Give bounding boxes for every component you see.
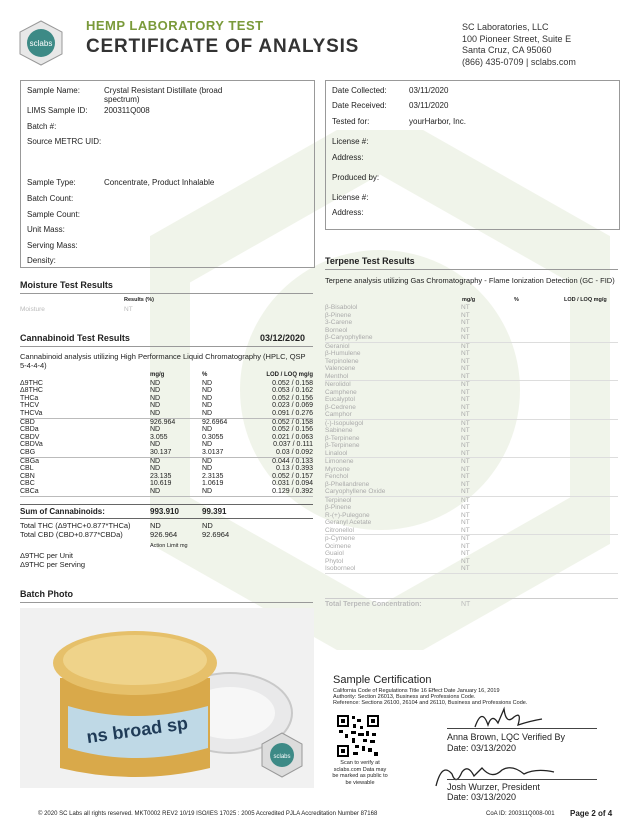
terpene-row (325, 427, 618, 435)
terpene-cell-v: NT (461, 388, 470, 396)
cannabinoid-cell-name: Δ9THC (20, 379, 43, 387)
cannabinoid-header-row (20, 372, 313, 380)
terpene-row (325, 488, 618, 496)
cannabinoid-cell-pct: 0.3055 (202, 433, 224, 441)
terpene-cell-v: NT (461, 473, 470, 480)
col-pct-header: % (202, 372, 208, 378)
terp-total-value: NT (461, 601, 471, 608)
terpene-cell-v: NT (461, 326, 470, 334)
cannabinoid-row (20, 395, 313, 403)
terpene-row (325, 512, 618, 520)
cannabinoid-cell-name: CBDV (20, 433, 40, 441)
terpene-cell-v: NT (461, 542, 470, 550)
terpene-rule (325, 269, 618, 270)
terpene-cell-v: NT (461, 519, 470, 526)
cannabinoid-cell-name: CBL (20, 465, 34, 473)
cannabinoid-cell-pct: 1.0619 (202, 480, 224, 488)
cannabinoid-row (20, 426, 313, 434)
terpene-cell-v: NT (461, 550, 470, 557)
cannabinoid-cell-pct: ND (202, 402, 213, 410)
action-limit: Action Limit mg (150, 543, 188, 549)
signer1: Anna Brown, LQC Verified By (447, 732, 566, 742)
cannabinoid-cell-mg: 30.137 (150, 448, 172, 456)
terpene-cell-name: R-(+)-Pulegone (325, 511, 370, 519)
cannabinoid-cell-lod: 0.052 / 0.158 (272, 418, 313, 426)
terpene-row (325, 350, 618, 358)
terpene-row (325, 365, 618, 373)
terpene-cell-name: β-Pinene (325, 311, 352, 319)
cannabinoid-cell-name: CBDa (20, 426, 39, 434)
serving-mass-label: Serving Mass: (27, 241, 78, 250)
cannabinoid-cell-lod: 0.129 / 0.392 (272, 487, 313, 495)
terpene-row (325, 481, 618, 489)
cannabinoid-cell-name: CBCa (20, 487, 39, 495)
cannabinoid-row (20, 434, 313, 442)
cannabinoid-row (20, 488, 313, 496)
cannabinoid-cell-name: Δ8THC (20, 387, 43, 395)
terpene-cell-name: Nerolidol (325, 381, 351, 388)
contact: (866) 435-0709 | sclabs.com (462, 56, 576, 67)
terpene-cell-name: Terpinolene (325, 357, 359, 365)
cannabinoid-cell-mg: ND (150, 487, 161, 495)
moisture-title: Moisture Test Results (20, 280, 113, 290)
terpene-row (325, 411, 618, 419)
cannabinoid-cell-mg: ND (150, 441, 161, 449)
terpene-cell-v: NT (461, 381, 470, 388)
col-lod-header: LOD / LOQ mg/g (266, 372, 313, 378)
sig-line-1 (447, 728, 597, 729)
terpene-cell-v: NT (461, 403, 470, 411)
terpene-cell-name: β-Caryophyllene (325, 334, 373, 341)
terpene-row (325, 558, 618, 566)
cannabinoid-cell-mg: 23.135 (150, 472, 172, 480)
total-thc-label: Total THC (Δ9THC+0.877*THCa) (20, 521, 131, 530)
batch-photo-title: Batch Photo (20, 589, 73, 599)
terpene-cell-v: NT (461, 419, 470, 427)
terpene-cell-name: Limonene (325, 458, 354, 465)
sample-name-label: Sample Name: (27, 86, 80, 95)
date1: Date: 03/13/2020 (447, 743, 517, 753)
terpene-cell-v: NT (461, 488, 470, 495)
terpene-row (325, 358, 618, 366)
terpene-cell-name: Camphor (325, 411, 352, 418)
terpene-cell-v: NT (461, 504, 470, 511)
cannabinoid-cell-pct: 3.0137 (202, 448, 224, 456)
terpene-cell-v: NT (461, 458, 470, 465)
terpene-row (325, 312, 618, 320)
cannabinoid-title: Cannabinoid Test Results (20, 333, 130, 343)
density-label: Density: (27, 256, 56, 265)
cannabinoid-cell-lod: 0.037 / 0.111 (273, 441, 313, 449)
terpene-cell-name: Isoborneol (325, 565, 356, 572)
terp-total-rule (325, 598, 618, 599)
cannabinoid-cell-pct: 92.6964 (202, 418, 228, 426)
sample-type-value: Concentrate, Product Inhalable (104, 178, 215, 187)
terpene-row (325, 466, 618, 474)
cannabinoid-cell-lod: 0.13 / 0.393 (276, 465, 313, 473)
terpene-title: Terpene Test Results (325, 256, 415, 266)
terpene-cell-name: Terpineol (325, 496, 352, 504)
moisture-row-value: NT (124, 306, 133, 313)
terpene-cell-v: NT (461, 411, 470, 418)
sample-count-label: Sample Count: (27, 210, 80, 219)
cannabinoid-cell-name: THCV (20, 402, 40, 410)
cannabinoid-cell-pct: ND (202, 394, 213, 402)
cannabinoid-cell-pct: ND (202, 387, 213, 395)
terpene-row (325, 535, 618, 543)
cannabinoid-cell-mg: ND (150, 457, 161, 465)
terpene-cell-v: NT (461, 465, 470, 473)
cannabinoid-cell-pct: ND (202, 409, 213, 417)
terpene-cell-v: NT (461, 372, 470, 380)
cannabinoid-cell-lod: 0.021 / 0.063 (272, 433, 313, 441)
terpene-cell-name: β-Terpinene (325, 442, 360, 449)
cannabinoid-cell-mg: ND (150, 409, 161, 417)
per-serving: Δ9THC per Serving (20, 560, 86, 569)
per-unit: Δ9THC per Unit (20, 551, 73, 560)
cannabinoid-cell-pct: ND (202, 465, 213, 473)
terpene-row (325, 419, 618, 427)
terpene-cell-v: NT (461, 334, 470, 341)
cannabinoid-row (20, 441, 313, 449)
terpene-cell-name: Geraniol (325, 342, 350, 350)
terpene-row (325, 565, 618, 573)
city: Santa Cruz, CA 95060 (462, 45, 552, 55)
cannabinoid-row (20, 473, 313, 481)
cannabinoid-cell-name: CBDVa (20, 441, 43, 449)
jar-label-text: ns broad sp (85, 713, 190, 748)
terp-total-label: Total Terpene Concentration: (325, 601, 422, 608)
license2-label: License #: (332, 193, 369, 202)
terpene-row (325, 381, 618, 389)
collected-label: Date Collected: (332, 86, 387, 95)
cannabinoid-cell-pct: ND (202, 426, 213, 434)
cannabinoid-cell-lod: 0.052 / 0.156 (272, 426, 313, 434)
terpene-cell-v: NT (461, 557, 470, 565)
footer-coa: CoA ID: 200311Q008-001 (486, 811, 555, 817)
cannabinoid-row (20, 402, 313, 410)
cannabinoid-cell-mg: 3.055 (150, 433, 168, 441)
terpene-table (325, 304, 618, 574)
cannabinoid-cell-lod: 0.023 / 0.069 (272, 402, 313, 410)
terp-col-pct: % (514, 297, 519, 303)
received-value: 03/11/2020 (409, 101, 449, 110)
cannabinoid-cell-lod: 0.091 / 0.276 (272, 409, 313, 417)
lab-address (462, 22, 576, 68)
total-cbd-mg: 926.964 (150, 530, 178, 539)
cannabinoid-row (20, 457, 313, 465)
cannabinoid-row (20, 387, 313, 395)
terpene-row (325, 396, 618, 404)
cannabinoid-table (20, 372, 313, 497)
terpene-row (325, 319, 618, 327)
street: 100 Pioneer Street, Suite E (462, 33, 572, 44)
terpene-cell-v: NT (461, 496, 470, 504)
batch-label: Batch #: (27, 122, 57, 131)
cannabinoid-cell-pct: ND (202, 487, 213, 495)
cannabinoid-cell-name: THCa (20, 394, 39, 402)
cannabinoid-date: 03/12/2020 (260, 333, 306, 343)
terpene-cell-name: Sabinene (325, 427, 353, 434)
cannabinoid-cell-mg: ND (150, 394, 161, 402)
cannabinoid-cell-lod: 0.052 / 0.158 (272, 379, 313, 387)
cannabinoid-method: Cannabinoid analysis utilizing High Performance Liquid Chromatography (HPLC, QSP 5-4-4-4) (20, 352, 306, 370)
title-line1: HEMP LABORATORY TEST (86, 18, 264, 33)
cannabinoid-cell-name: CBG (20, 448, 36, 456)
tested-for-value: yourHarbor, Inc. (409, 117, 466, 126)
cannabinoid-cell-mg: ND (150, 387, 161, 395)
cannabinoid-cell-lod: 0.044 / 0.133 (272, 457, 313, 465)
cannabinoid-cell-name: THCVa (20, 409, 43, 417)
sig-line-2 (447, 779, 597, 780)
produced-by-label: Produced by: (332, 173, 380, 182)
terpene-cell-v: NT (461, 535, 470, 542)
lims-label: LIMS Sample ID: (27, 106, 88, 115)
cannabinoid-cell-mg: ND (150, 465, 161, 473)
cannabinoid-cell-mg: 926.964 (150, 418, 176, 426)
terpene-cell-name: p-Cymene (325, 535, 355, 542)
cannabinoid-cell-mg: ND (150, 402, 161, 410)
terpene-cell-name: Myrcene (325, 465, 350, 473)
terpene-cell-v: NT (461, 396, 470, 403)
company-name: SC Laboratories, LLC (462, 22, 549, 32)
terpene-row (325, 435, 618, 443)
terpene-cell-v: NT (461, 526, 470, 534)
cannabinoid-cell-mg: ND (150, 426, 161, 434)
sum-rule (20, 504, 313, 505)
terpene-cell-v: NT (461, 449, 470, 457)
terpene-cell-name: Eucalyptol (325, 396, 355, 403)
terpene-row (325, 404, 618, 412)
cannabinoid-cell-lod: 0.052 / 0.157 (272, 472, 313, 480)
cert-title: Sample Certification (333, 674, 432, 686)
terpene-cell-v: NT (461, 319, 470, 326)
sum-rule-bottom (20, 518, 313, 519)
jar-illustration (20, 608, 314, 788)
cannabinoid-row (20, 465, 313, 473)
terpene-cell-name: (-)-Isopulegol (325, 419, 364, 427)
cannabinoid-cell-name: CBN (20, 472, 35, 480)
terpene-cell-v: NT (461, 442, 470, 449)
lims-value: 200311Q008 (104, 106, 150, 115)
terpene-cell-name: 3-Carene (325, 319, 353, 326)
cannabinoid-cell-pct: ND (202, 379, 213, 387)
terpene-cell-name: β-Humulene (325, 350, 361, 357)
signer2: Josh Wurzer, President (447, 782, 540, 792)
metrc-label: Source METRC UID: (27, 137, 102, 146)
terp-col-lod: LOD / LOQ mg/g (564, 297, 607, 303)
terpene-row (325, 496, 618, 504)
terpene-cell-v: NT (461, 350, 470, 357)
cannabinoid-cell-name: CBGa (20, 457, 40, 465)
cannabinoid-rule (20, 346, 313, 347)
terpene-cell-name: Guaiol (325, 550, 344, 557)
terpene-row (325, 550, 618, 558)
cannabinoid-cell-lod: 0.053 / 0.162 (272, 387, 313, 395)
sclabs-logo (18, 20, 64, 66)
moisture-rule (20, 293, 313, 294)
received-label: Date Received: (332, 101, 387, 110)
total-thc-mg: ND (150, 521, 161, 530)
terpene-row (325, 304, 618, 312)
terpene-cell-name: Camphene (325, 388, 357, 396)
terpene-row (325, 527, 618, 535)
license1-label: License #: (332, 137, 369, 146)
terpene-row (325, 450, 618, 458)
cert-line2: Authority: Section 26013, Business and Professions Code. (333, 694, 476, 700)
terpene-cell-name: β-Phellandrene (325, 480, 370, 488)
batch-photo (20, 608, 314, 788)
terpene-cell-name: β-Terpinene (325, 434, 360, 442)
cannabinoid-cell-mg: 10.619 (150, 480, 172, 488)
terpene-row (325, 389, 618, 397)
terpene-cell-name: Menthol (325, 372, 349, 380)
terpene-cell-name: Phytol (325, 557, 344, 565)
moisture-col-header: Results (%) (124, 297, 154, 303)
date2: Date: 03/13/2020 (447, 792, 517, 802)
terpene-cell-name: β-Pinene (325, 504, 352, 511)
sample-name-value: Crystal Resistant Distillate (broad spectrum) (104, 86, 223, 104)
terpene-row (325, 473, 618, 481)
moisture-row-label: Moisture (20, 306, 45, 313)
terpene-method: Terpene analysis utilizing Gas Chromatography - Flame Ionization Detection (GC - FID) (325, 276, 615, 285)
terpene-cell-name: Citronellol (325, 526, 354, 534)
batch-photo-rule (20, 602, 313, 603)
title-line2: CERTIFICATE OF ANALYSIS (86, 36, 360, 57)
total-cbd-label: Total CBD (CBD+0.877*CBDa) (20, 530, 123, 539)
terpene-row (325, 327, 618, 335)
terpene-cell-v: NT (461, 434, 470, 442)
terpene-cell-v: NT (461, 565, 470, 572)
terpene-row (325, 442, 618, 450)
sum-label: Sum of Cannabinoids: (20, 507, 105, 516)
footer-page: Page 2 of 4 (570, 809, 613, 818)
terpene-cell-name: Borneol (325, 326, 348, 334)
total-cbd-pct: 92.6964 (202, 530, 230, 539)
terpene-cell-name: β-Bisabolol (325, 304, 358, 311)
cannabinoid-row (20, 410, 313, 418)
address2-label: Address: (332, 208, 364, 217)
cannabinoid-cell-name: CBC (20, 480, 35, 488)
footer-left: © 2020 SC Labs all rights reserved. MKT0002 REV2 10/19 ISO/IES 17025 : 2005 Accredited PJLA Accreditation Number 87168 (38, 811, 378, 817)
terpene-cell-v: NT (461, 480, 470, 488)
terpene-cell-v: NT (461, 304, 470, 311)
terpene-cell-name: β-Cedrene (325, 403, 356, 411)
terpene-cell-name: Fenchol (325, 473, 349, 480)
cannabinoid-cell-pct: ND (202, 457, 213, 465)
terpene-row (325, 543, 618, 551)
sum-mg: 993.910 (150, 507, 179, 516)
cannabinoid-row (20, 480, 313, 488)
cannabinoid-row (20, 449, 313, 457)
terpene-row (325, 458, 618, 466)
terpene-cell-v: NT (461, 311, 470, 319)
cert-line1: California Code of Regulations Title 16 Effect Date January 16, 2019 (333, 688, 500, 694)
photo-logo-text: sclabs (273, 754, 291, 760)
cannabinoid-cell-pct: 2.3135 (202, 472, 224, 480)
terpene-cell-name: Valencene (325, 365, 356, 372)
sum-pct: 99.391 (202, 507, 227, 516)
terpene-cell-v: NT (461, 365, 470, 372)
address1-label: Address: (332, 153, 364, 162)
cert-line3: Reference: Sections 26100, 26104 and 26110, Business and Professions Code. (333, 700, 528, 706)
cannabinoid-cell-name: CBD (20, 418, 35, 426)
terpene-row (325, 504, 618, 512)
tested-for-label: Tested for: (332, 117, 370, 126)
cannabinoid-row (20, 418, 313, 426)
total-thc-pct: ND (202, 521, 213, 530)
unit-mass-label: Unit Mass: (27, 225, 65, 234)
terpene-row (325, 373, 618, 381)
cannabinoid-cell-lod: 0.052 / 0.156 (272, 394, 313, 402)
terpene-cell-name: Caryophyllene Oxide (325, 488, 386, 495)
terpene-cell-v: NT (461, 511, 470, 519)
cannabinoid-row (20, 380, 313, 388)
cannabinoid-cell-lod: 0.031 / 0.094 (272, 480, 313, 488)
terpene-cell-v: NT (461, 427, 470, 434)
sample-type-label: Sample Type: (27, 178, 76, 187)
terpene-cell-v: NT (461, 357, 470, 365)
qr-caption: Scan to verify at sclabs.com Data may be marked as public to be viewable (332, 760, 388, 786)
terp-col-mg: mg/g (462, 297, 476, 303)
terpene-row (325, 334, 618, 342)
terpene-row (325, 519, 618, 527)
terpene-row (325, 342, 618, 350)
cannabinoid-cell-pct: ND (202, 441, 213, 449)
col-mg-header: mg/g (150, 372, 165, 378)
batch-count-label: Batch Count: (27, 194, 74, 203)
terpene-cell-name: Geranyl Acetate (325, 519, 372, 526)
terpene-cell-v: NT (461, 342, 470, 350)
collected-value: 03/11/2020 (409, 86, 449, 95)
cannabinoid-cell-mg: ND (150, 379, 161, 387)
qr-code-icon[interactable] (336, 714, 380, 758)
logo-text: sclabs (29, 39, 53, 48)
cannabinoid-cell-lod: 0.03 / 0.092 (276, 448, 313, 456)
terpene-cell-name: Ocimene (325, 542, 352, 550)
terpene-cell-name: Linalool (325, 449, 348, 457)
